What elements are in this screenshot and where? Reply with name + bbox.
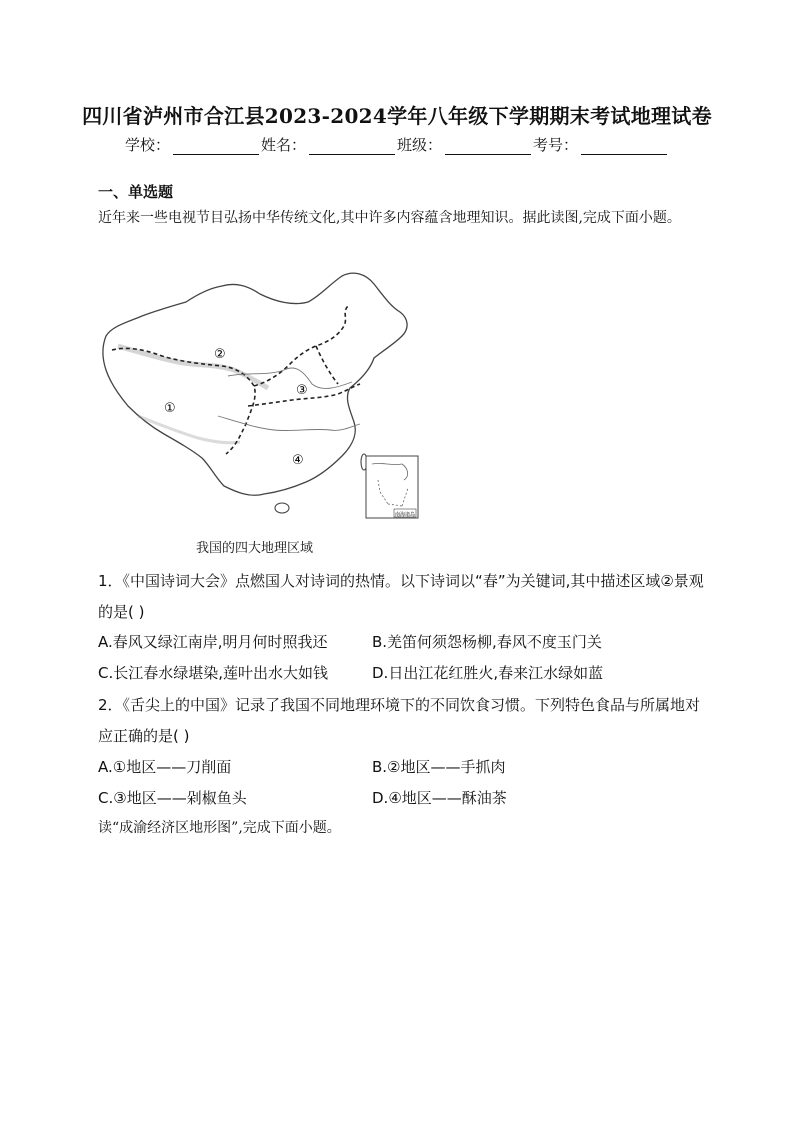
question-1-option-a[interactable]: A.春风又绿江南岸,明月何时照我还 bbox=[98, 633, 328, 651]
school-blank[interactable] bbox=[173, 138, 259, 155]
inset-label: 南海诸岛 bbox=[395, 512, 416, 518]
class-label: 班级： bbox=[397, 136, 443, 154]
exam-number-label: 考号： bbox=[533, 136, 579, 154]
name-label: 姓名： bbox=[261, 136, 307, 154]
boundary-north-northwest bbox=[254, 306, 348, 386]
class-blank[interactable] bbox=[445, 138, 531, 155]
question-1-option-b[interactable]: B.羌笛何须怨杨柳,春风不度玉门关 bbox=[372, 633, 602, 651]
question-1-option-c[interactable]: C.长江春水绿堪染,莲叶出水大如钱 bbox=[98, 664, 329, 682]
question-2-option-c[interactable]: C.③地区——剁椒鱼头 bbox=[98, 789, 247, 807]
footer-instruction: 读“成渝经济区地形图”,完成下面小题。 bbox=[98, 820, 341, 836]
region-label-2: ② bbox=[214, 347, 226, 362]
china-regions-map bbox=[98, 266, 428, 526]
section-heading: 一、单选题 bbox=[98, 183, 174, 201]
name-blank[interactable] bbox=[309, 138, 395, 155]
question-2-option-d[interactable]: D.④地区——酥油茶 bbox=[372, 789, 507, 807]
question-1-option-d[interactable]: D.日出江花红胜火,春来江水绿如蓝 bbox=[372, 664, 604, 682]
hainan-island bbox=[275, 503, 289, 513]
map-figure bbox=[98, 266, 428, 526]
student-info-row bbox=[125, 134, 685, 155]
question-1-stem: 1．《中国诗词大会》点燃国人对诗词的热情。以下诗词以“春”为关键词,其中描述区域②景观的是( ) bbox=[98, 572, 704, 621]
school-label: 学校： bbox=[125, 136, 171, 154]
region-label-3: ③ bbox=[296, 383, 308, 398]
exam-number-blank[interactable] bbox=[581, 138, 667, 155]
kunlun-shading bbox=[118, 346, 268, 388]
question-2-option-b[interactable]: B.②地区——手抓肉 bbox=[372, 758, 506, 776]
intro-paragraph: 近年来一些电视节目弘扬中华传统文化,其中许多内容蕴含地理知识。据此读图,完成下面小题。 bbox=[98, 210, 681, 226]
yangtze-river bbox=[218, 416, 360, 431]
himalaya-shading bbox=[138, 416, 240, 443]
region-label-4: ④ bbox=[292, 453, 304, 468]
region-label-1: ① bbox=[164, 401, 176, 416]
map-caption: 我国的四大地理区域 bbox=[196, 541, 314, 556]
exam-title: 四川省泸州市合江县2023-2024学年八年级下学期期末考试地理试卷 bbox=[82, 104, 712, 128]
question-2-option-a[interactable]: A.①地区——刀削面 bbox=[98, 758, 232, 776]
question-2-stem: 2．《舌尖上的中国》记录了我国不同地理环境下的不同饮食习惯。下列特色食品与所属地对应正确的是( ) bbox=[98, 696, 701, 745]
boundary-north-east bbox=[316, 346, 338, 384]
